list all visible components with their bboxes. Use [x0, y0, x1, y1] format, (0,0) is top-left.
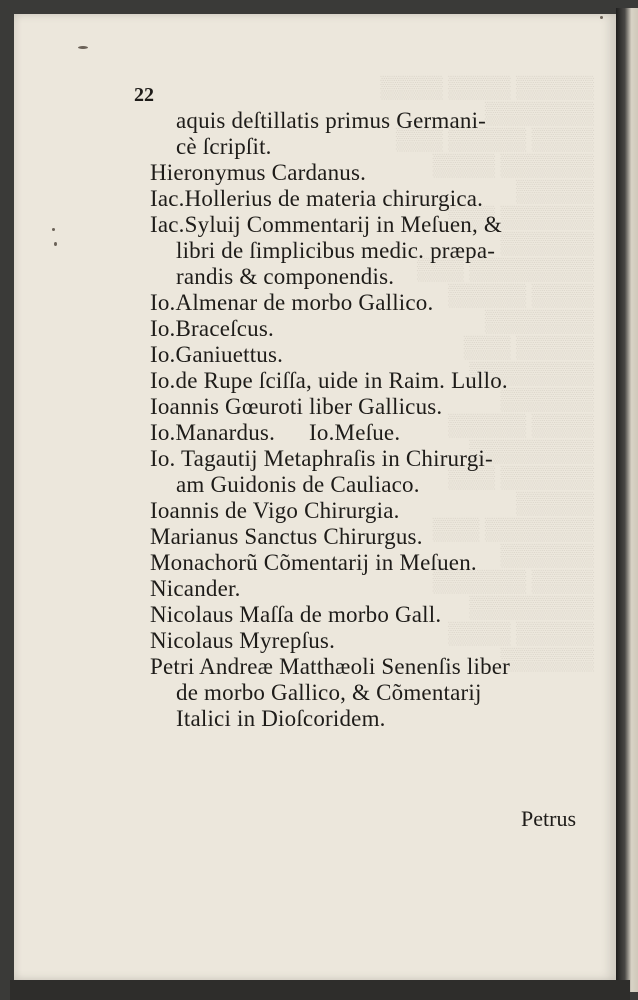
entry-line: Nicander. — [150, 576, 241, 601]
entry-line: aquis deſtillatis primus Germani- — [176, 108, 487, 133]
entry-line: Io.de Rupe ſciſſa, uide in Raim. Lullo. — [150, 368, 508, 393]
list-item — [150, 316, 590, 342]
entry-line: Marianus Sanctus Chirurgus. — [150, 524, 423, 549]
book-gutter-edge — [616, 8, 638, 992]
list-item — [150, 420, 590, 446]
list-item — [150, 550, 590, 576]
entry-line: Iac.Hollerius de materia chirurgica. — [150, 186, 484, 211]
entry-line: Nicolaus Myrepſus. — [150, 628, 336, 653]
list-item — [150, 498, 590, 524]
entry-line: am Guidonis de Cauliaco. — [176, 472, 420, 497]
entry-line: Italici in Dioſcoridem. — [176, 706, 386, 731]
book-bottom-edge — [10, 980, 630, 1000]
list-item — [150, 394, 590, 420]
page-number: 22 — [134, 84, 154, 106]
list-item — [150, 160, 590, 186]
show-through-text: ▒▒▒▒▒ ▒▒▒▒ ▒▒▒▒ ▒▒▒▒▒▒▒ ▒▒▒▒ ▒▒▒▒▒ ▒▒▒ ▒▒▒▒▒▒ ▒▒▒▒ ▒▒▒▒▒ ▒▒▒▒▒▒ ▒▒▒ ▒▒▒▒▒▒ ▒▒▒▒▒▒▒▒ ▒▒▒ ▒▒▒▒ ▒▒▒▒▒ ▒▒▒▒▒▒▒ ▒▒▒▒▒ ▒▒▒ ▒▒▒▒▒▒▒▒ ▒▒▒▒▒▒ ▒▒▒▒ ▒▒▒▒▒ ▒▒▒▒▒▒▒▒ ▒▒▒▒▒▒ ▒▒▒ ▒▒▒▒▒ ▒▒▒▒▒▒▒ ▒▒▒ ▒▒▒▒▒▒ ▒▒▒▒ ▒▒▒▒▒▒ ▒▒▒▒▒▒▒▒ ▒▒▒▒▒ ▒▒▒▒ ▒▒▒▒▒▒ — [380, 74, 594, 671]
list-item — [150, 446, 590, 498]
bibliography-list — [150, 108, 590, 732]
entry-line: Petri Andreæ Matthæoli Senenſis liber — [150, 654, 511, 679]
entry-line: Io.Manardus. — [150, 420, 276, 445]
catchword: Petrus — [521, 806, 576, 831]
entry-line: Io.Meſue. — [309, 420, 401, 445]
list-item — [150, 290, 590, 316]
list-item — [150, 524, 590, 550]
entry-line: Monachorũ Cõmentarij in Meſuen. — [150, 550, 477, 575]
entry-line: randis & componendis. — [176, 264, 395, 289]
list-item — [150, 186, 590, 212]
entry-line: Iac.Syluij Commentarij in Meſuen, & — [150, 212, 502, 237]
paper-spot — [54, 242, 57, 246]
list-item — [150, 342, 590, 368]
entry-line: Ioannis Gœuroti liber Gallicus. — [150, 394, 443, 419]
list-item — [150, 602, 590, 628]
entry-line: Io.Braceſcus. — [150, 316, 274, 341]
list-item — [150, 654, 590, 732]
list-item — [150, 576, 590, 602]
entry-line: cè ſcripſit. — [176, 134, 272, 159]
paper-spot — [78, 46, 88, 49]
entry-line: Hieronymus Cardanus. — [150, 160, 367, 185]
list-item — [150, 108, 590, 160]
entry-line: Io.Almenar de morbo Gallico. — [150, 290, 434, 315]
list-item — [150, 368, 590, 394]
list-item — [150, 628, 590, 654]
entry-line: Io.Ganiuettus. — [150, 342, 284, 367]
entry-line: Nicolaus Maſſa de morbo Gall. — [150, 602, 442, 627]
entry-line: Ioannis de Vigo Chirurgia. — [150, 498, 400, 523]
paper-spot — [52, 228, 55, 231]
entry-line: Io. Tagautij Metaphraſis in Chirurgi- — [150, 446, 493, 471]
entry-line: libri de ſimplicibus medic. præpa- — [176, 238, 496, 263]
paper-spot — [600, 16, 603, 19]
entry-line: de morbo Gallico, & Cõmentarij — [176, 680, 482, 705]
list-item — [150, 212, 590, 290]
